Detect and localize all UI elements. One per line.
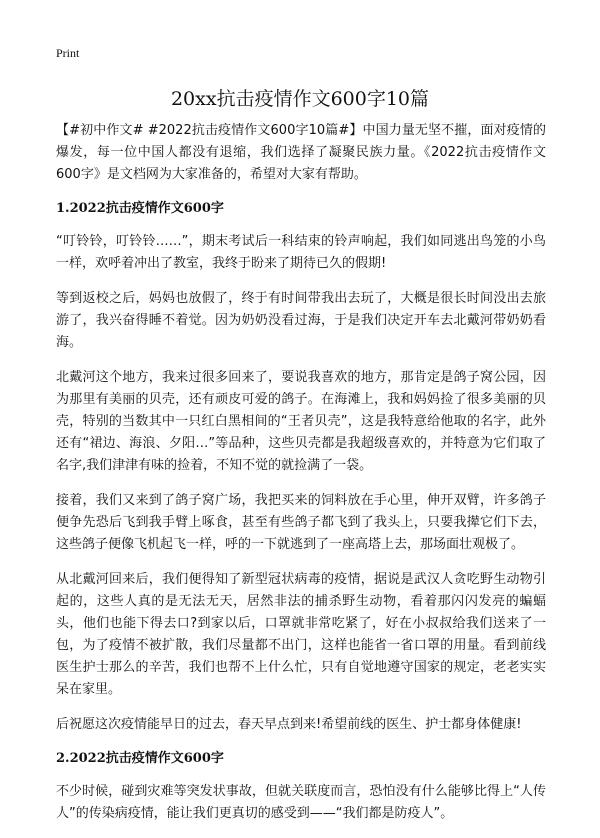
essay-paragraph: 北戴河这个地方，我来过很多回来了，要说我喜欢的地方，那肯定是鸽子窝公园，因为那里有美丽的贝壳，还有顽皮可爱的鸽子。在海滩上，我和妈妈捡了很多美丽的贝壳，特别的当数其中一只红白黑相间的“王者贝壳”，这是我特意给他取的名字，此外还有“裙边、海浪、夕阳…”等品种，这些贝壳都是我超级喜欢的，并特意为它们取了名字,我们津津有味的捡着，不知不觉的就捡满了一袋。 — [56, 370, 546, 473]
essay-section-1 — [56, 199, 546, 736]
document-body — [56, 120, 546, 838]
essay-paragraph: 后祝愿这次疫情能早日的过去，春天早点到来!希望前线的医生、护士都身体健康! — [56, 717, 522, 732]
essay-section-2 — [56, 749, 546, 825]
essay-paragraph: “叮铃铃，叮铃铃……”，期末考试后一科结束的铃声响起，我们如同逃出鸟笼的小鸟一样，欢呼着冲出了教室，我终于盼来了期待已久的假期! — [56, 234, 546, 271]
essay-paragraph: 接着，我们又来到了鸽子窝广场，我把买来的饲料放在手心里，伸开双臂，许多鸽子便争先恐后飞到我手臂上啄食，甚至有些鸽子都飞到了我头上，只要我撵它们下去，这些鸽子便像飞机起飞一样，呼的一下就逃到了一座高塔上去，那场面壮观极了。 — [56, 493, 546, 552]
section-heading: 2.2022抗击疫情作文600字 — [56, 751, 224, 766]
document-title: 20xx抗击疫情作文600字10篇 — [170, 88, 430, 110]
essay-paragraph: 不少时候，碰到灾难等突发状事故，但就关联度而言，恐怕没有什么能够比得上“人传人”的传染病疫情，能让我们更真切的感受到——“我们都是防疫人”。 — [56, 784, 546, 821]
intro-paragraph: 【#初中作文# #2022抗击疫情作文600字10篇#】中国力量无坚不摧，面对疫情的爆发，每一位中国人都没有退缩，我们选择了凝聚民族力量。《2022抗击疫情作文600字》是文档网为大家准备的，希望对大家有帮助。 — [56, 123, 546, 182]
print-label: Print — [56, 46, 80, 60]
essay-paragraph: 从北戴河回来后，我们便得知了新型冠状病毒的疫情，据说是武汉人贪吃野生动物引起的，这些人真的是无法无天，居然非法的捕杀野生动物，看着那闪闪发亮的蝙蝠头，他们也能下得去口?到家以后，口罩就非常吃紧了，好在小叔叔给我们送来了一包，为了疫情不被扩散，我们尽量都不出门，这样也能省一省口罩的用量。看到前线医生护士那么的辛苦，我们也帮不上什么忙，只有自觉地遵守国家的规定，老老实实呆在家里。 — [56, 572, 546, 697]
section-heading: 1.2022抗击疫情作文600字 — [56, 201, 224, 216]
essay-paragraph: 等到返校之后，妈妈也放假了，终于有时间带我出去玩了，大概是很长时间没出去旅游了，我兴奋得睡不着觉。因为奶奶没看过海，于是我们决定开车去北戴河带奶奶看海。 — [56, 291, 546, 350]
